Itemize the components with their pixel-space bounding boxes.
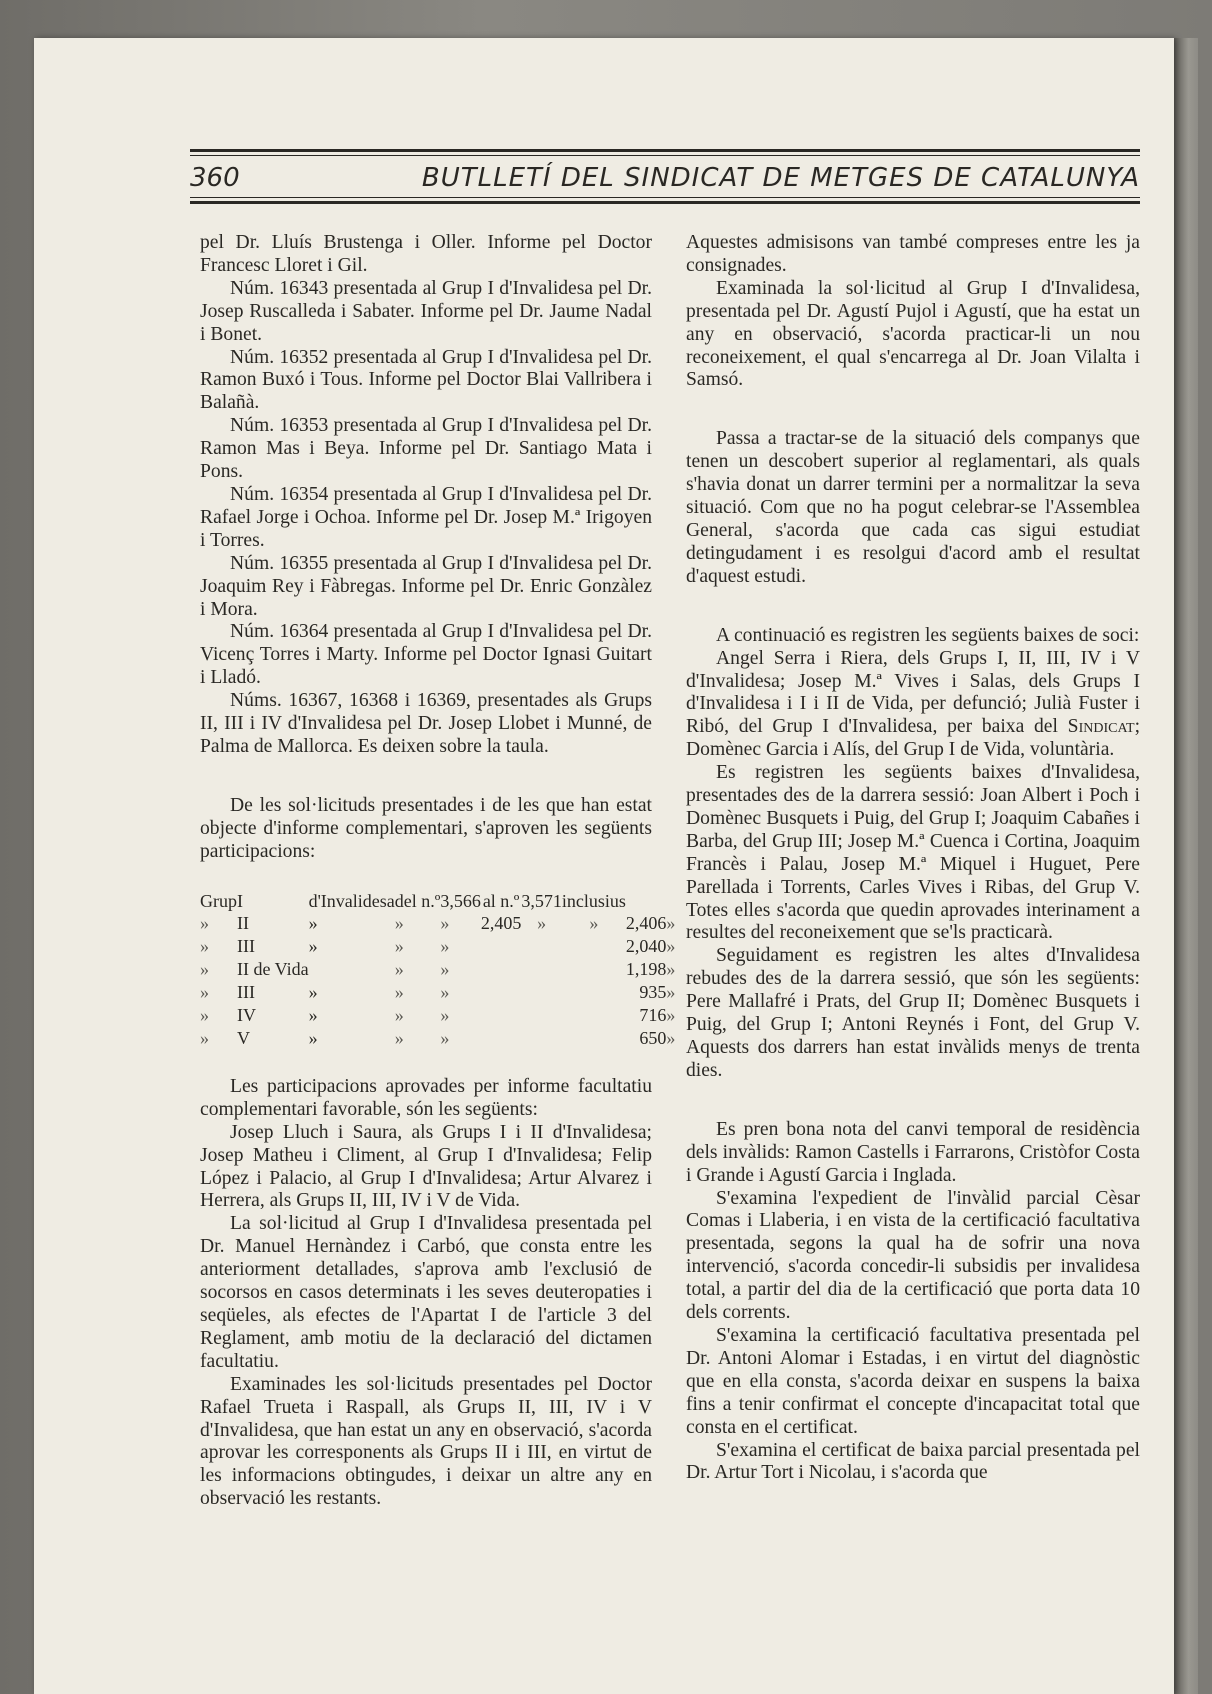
table-cell bbox=[521, 935, 562, 958]
header-rule-bottom-thin bbox=[190, 197, 1140, 198]
table-row bbox=[200, 981, 675, 1004]
table-cell: » bbox=[308, 1028, 318, 1048]
paragraph bbox=[686, 648, 1140, 763]
table-cell bbox=[521, 958, 562, 981]
paragraph: Examinada la sol·licitud al Grup I d'Invalidesa, presentada pel Dr. Agustí Pujol i Agustí, que ha estat un any en observació, s'acorda practicar-li un nou reconeixement, el qual s'encarrega al Dr. Joan Vilalta i Samsó. bbox=[686, 277, 1140, 391]
table-cell: II bbox=[237, 913, 249, 934]
paragraph: Les participacions aprovades per informe facultatiu complementari favorable, són les següents: bbox=[200, 1075, 652, 1120]
paragraph: Passa a tractar-se de la situació dels companys que tenen un descobert superior al reglamentari, als quals s'havia donat un darrer termini per a normalitzar la seva situació. Com que no ha pogut celebrar-se l'Assemblea General, s'acorda que cada cas sigui estudiat detingudament i es resolgui d'acord amb el resultat d'aquest estudi. bbox=[686, 428, 1140, 587]
paragraph: S'examina el certificat de baixa parcial presentada pel Dr. Artur Tort i Nicolau, i s'acorda que bbox=[686, 1439, 1140, 1484]
table-cell: 650 bbox=[639, 1028, 667, 1048]
paragraph: Es registren les següents baixes d'Invalidesa, presentades des de la darrera sessió: Joan Albert i Poch i Domènec Busquets i Puig, del Grup I; Joaquim Cabañes i Barba, del Grup III; Josep M.ª Cuenca i Cortina, Joaquim Francès i Palau, Josep M.ª Miquel i Huguet, Pere Parellada i Torrents, Carles Vives i Ribas, del Grup V. Totes elles s'acorda que quedin aprovades interinament a resultes del reconeixement que se'ls practicarà. bbox=[686, 762, 1140, 944]
paragraph: Núm. 16352 presentada al Grup I d'Invalidesa pel Dr. Ramon Buxó i Tous. Informe pel Doctor Blai Vallribera i Balañà. bbox=[200, 346, 652, 414]
table-row bbox=[200, 958, 675, 981]
paragraph: Aquestes admisisons van també compreses entre les ja consignades. bbox=[686, 232, 1140, 276]
paragraph: S'examina la certificació facultativa presentada pel Dr. Antoni Alomar i Estadas, i en virtut del diagnòstic que en ella consta, s'acorda deixar en suspens la baixa fins a tenir confirmat el concepte d'incapacitat total que consta en el certificat. bbox=[686, 1324, 1140, 1438]
table-cell: 716 bbox=[639, 1005, 667, 1026]
table-cell bbox=[562, 958, 626, 981]
journal-title: BUTLLETÍ DEL SINDICAT DE METGES DE CATALUNYA bbox=[421, 163, 1140, 193]
table-cell: 1,198 bbox=[625, 959, 667, 980]
table-cell bbox=[562, 935, 626, 958]
section-gap bbox=[200, 759, 652, 795]
table-cell: I bbox=[237, 890, 243, 911]
table-cell: » bbox=[394, 1028, 404, 1048]
paragraph: Josep Lluch i Saura, als Grups I i II d'Invalidesa; Josep Matheu i Climent, al Grup I d'Invalidesa; Felip López i Palacio, al Grup I d'Invalidesa; Artur Alvarez i Herrera, als Grups II, III, IV i V de Vida. bbox=[200, 1121, 652, 1212]
paragraph: Núm. 16343 presentada al Grup I d'Invalidesa pel Dr. Josep Ruscalleda i Sabater. Informe pel Dr. Jaume Nadal i Bonet. bbox=[200, 277, 652, 345]
right-column bbox=[686, 232, 1140, 1485]
table-cell: » bbox=[308, 982, 318, 1003]
paragraph: Núm. 16353 presentada al Grup I d'Invalidesa pel Dr. Ramon Mas i Beya. Informe pel Dr. Santiago Mata i Pons. bbox=[200, 415, 652, 483]
table-cell: » bbox=[200, 1028, 209, 1048]
table-cell: Grup bbox=[200, 890, 237, 911]
table-cell: » bbox=[440, 913, 450, 934]
table-cell bbox=[481, 935, 522, 958]
paragraph: De les sol·licituds presentades i de les que han estat objecte d'informe complementari, s'aproven les següents participacions: bbox=[200, 794, 652, 862]
section-gap bbox=[686, 1083, 1140, 1119]
table-row bbox=[200, 1004, 675, 1027]
table-cell bbox=[481, 958, 522, 981]
table-cell bbox=[521, 1004, 562, 1027]
table-body bbox=[200, 912, 675, 1049]
table-cell: » bbox=[394, 936, 404, 957]
table-cell: » bbox=[394, 982, 404, 1003]
paragraph: La sol·licitud al Grup I d'Invalidesa presentada pel Dr. Manuel Hernàndez i Carbó, que consta entre les anteriorment detallades, s'aprova amb l'exclusió de socorsos en casos determinats i les seves deuteropaties i seqüeles, als efectes de l'Apartat I de l'article 3 del Reglament, amb motiu de la declaració del dictamen facultatiu. bbox=[200, 1213, 652, 1372]
table-cell: » bbox=[394, 913, 404, 934]
table-cell: III bbox=[237, 936, 255, 957]
table-cell: 2,040 bbox=[625, 936, 667, 957]
paragraph: pel Dr. Lluís Brustenga i Oller. Informe pel Doctor Francesc Lloret i Gil. bbox=[200, 232, 652, 276]
participations-table bbox=[200, 890, 675, 1050]
table-cell bbox=[309, 958, 395, 981]
section-gap bbox=[686, 392, 1140, 428]
section-gap bbox=[686, 589, 1140, 625]
table-cell: inclusius bbox=[561, 890, 626, 911]
table-cell: » bbox=[440, 982, 450, 1003]
table-cell: » bbox=[200, 1005, 209, 1026]
section-gap bbox=[200, 864, 652, 890]
table-cell: » bbox=[666, 1028, 676, 1048]
table-cell: » bbox=[666, 982, 676, 1003]
table-cell: III bbox=[237, 982, 255, 1003]
table-cell: » bbox=[200, 913, 209, 934]
table-row bbox=[200, 912, 675, 935]
paragraph: Seguidament es registren les altes d'Invalidesa rebudes des de la darrera sessió, que són les següents: Pere Mallafré i Prats, del Grup II; Domènec Busquets i Puig, del Grup I; Antoni Reynés i Font, del Grup V. Aquests dos darrers han estat invàlids menys de trenta dies. bbox=[686, 945, 1140, 1081]
table-header-row bbox=[200, 890, 675, 913]
table-cell: II de Vida bbox=[237, 959, 309, 980]
table-cell: IV bbox=[237, 1005, 256, 1026]
table-cell: » bbox=[394, 959, 404, 980]
table-cell: » bbox=[394, 1005, 404, 1026]
table-cell bbox=[481, 1027, 522, 1050]
table-row bbox=[200, 1027, 675, 1050]
table-cell: » bbox=[440, 1028, 450, 1048]
table-cell: » bbox=[440, 936, 450, 957]
table-cell: del n.º bbox=[394, 890, 441, 911]
header-rule-bottom-thick bbox=[190, 201, 1140, 204]
left-column bbox=[200, 232, 676, 1511]
table-cell: » bbox=[200, 936, 209, 957]
table-cell: d'Invalidesa bbox=[308, 890, 395, 911]
page-number: 360 bbox=[190, 163, 240, 193]
paragraph: Núm. 16364 presentada al Grup I d'Invalidesa pel Dr. Vicenç Torres i Marty. Informe pel Doctor Ignasi Guitart i Lladó. bbox=[200, 621, 652, 689]
table-cell: » bbox=[666, 936, 676, 957]
paragraph: S'examina l'expedient de l'invàlid parcial Cèsar Comas i Llaberia, i en vista de la certificació facultativa presentada, segons la qual ha de sofrir una nova intervenció, s'acorda concedir-li subsidis per invalidesa total, a partir del dia de la certificació que porta data 10 dels corrents. bbox=[686, 1187, 1140, 1324]
table-cell bbox=[481, 981, 522, 1004]
table-cell bbox=[562, 1004, 626, 1027]
paragraph: Es pren bona nota del canvi temporal de residència dels invàlids: Ramon Castells i Farrarons, Cristòfor Costa i Grande i Agustí Garcia i Inglada. bbox=[686, 1118, 1140, 1186]
table-cell: » bbox=[440, 1005, 450, 1026]
paragraph: Núm. 16354 presentada al Grup I d'Invalidesa pel Dr. Rafael Jorge i Ochoa. Informe pel Dr. Josep M.ª Irigoyen i Torres. bbox=[200, 483, 652, 551]
table-cell: » bbox=[308, 1005, 318, 1026]
table-cell bbox=[562, 981, 626, 1004]
table-cell bbox=[481, 1004, 522, 1027]
table-cell: » bbox=[537, 913, 547, 934]
paragraph: Examinades les sol·licituds presentades pel Doctor Rafael Trueta i Raspall, als Grups II, III, IV i V d'Invalidesa, que han estat un any en observació, s'acorda aprovar les corresponents als Grups II i III, en virtut de les informacions obtingudes, i deixar un altre any en observació les restants. bbox=[200, 1373, 652, 1510]
table-cell: » bbox=[666, 1005, 676, 1026]
paragraph: Núms. 16367, 16368 i 16369, presentades als Grups II, III i IV d'Invalidesa pel Dr. Josep Llobet i Munné, de Palma de Mallorca. Es deixen sobre la taula. bbox=[200, 690, 652, 757]
table-cell: » bbox=[200, 982, 209, 1003]
table-cell: » bbox=[308, 936, 318, 957]
text-run: ; Domènec Garcia i Alís, del Grup I de Vida, voluntària. bbox=[686, 716, 1141, 761]
page-edge bbox=[1174, 38, 1198, 1694]
table-cell: 3,571 bbox=[521, 890, 562, 911]
table-cell: » bbox=[666, 959, 676, 980]
table-cell: » bbox=[589, 913, 599, 934]
header-rule-top-thin bbox=[190, 155, 1140, 156]
header-rule-top-thick bbox=[190, 149, 1140, 152]
table-cell bbox=[562, 1027, 626, 1050]
running-head bbox=[190, 160, 1140, 196]
table-cell: 3,566 bbox=[440, 890, 481, 911]
table-cell bbox=[521, 1027, 562, 1050]
table-cell: 935 bbox=[639, 982, 667, 1003]
table-cell: al n.º bbox=[482, 890, 520, 911]
table-cell: » bbox=[200, 959, 209, 980]
table-cell bbox=[521, 981, 562, 1004]
table-cell: 2,406 bbox=[625, 913, 667, 934]
section-gap bbox=[200, 1050, 652, 1076]
table-cell: » bbox=[440, 959, 450, 980]
table-cell: V bbox=[237, 1028, 250, 1048]
paragraph: A continuació es registren les següents baixes de soci: bbox=[716, 624, 1140, 646]
table-cell: » bbox=[308, 913, 318, 934]
table-cell: » bbox=[666, 913, 676, 934]
table-row bbox=[200, 935, 675, 958]
text-run: Angel Serra i Riera, dels Grups I, II, III, IV i V d'Invalidesa; Josep M.ª Vives i Salas, dels Grups I d'Invalidesa i I i II de Vida, per defunció; Julià Fuster i Ribó, del Grup I d'Invalidesa, per baixa del bbox=[686, 647, 1140, 738]
sindicat-smallcaps: Sindicat bbox=[1067, 716, 1135, 738]
paragraph: Núm. 16355 presentada al Grup I d'Invalidesa pel Dr. Joaquim Rey i Fàbregas. Informe pel Dr. Enric Gonzàlez i Mora. bbox=[200, 552, 652, 620]
table-cell: 2,405 bbox=[480, 913, 522, 934]
